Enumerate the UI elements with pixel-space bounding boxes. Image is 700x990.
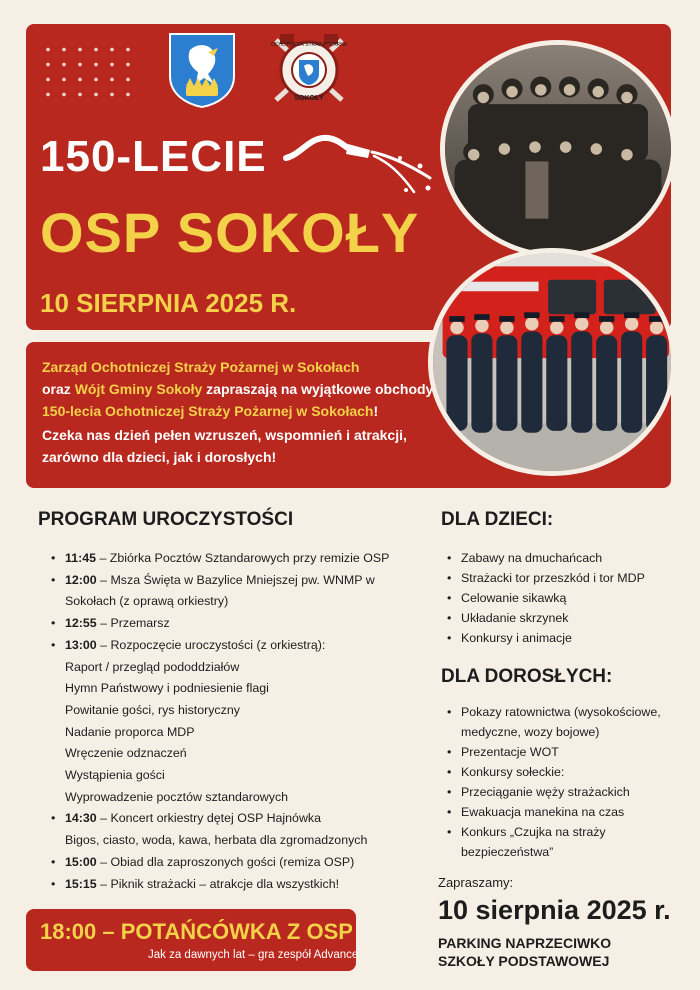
invitation-text-a: oraz: [42, 381, 75, 397]
program-heading: PROGRAM UROCZYSTOŚCI: [38, 509, 294, 530]
adults-item: • Przeciąganie węży strażackich: [446, 782, 676, 802]
dot-pattern-decoration: [40, 42, 140, 102]
invitation-mayor: Wójt Gminy Sokoły: [74, 381, 203, 397]
program-item: Nadanie proporca MDP: [65, 724, 195, 739]
invite-label: Zapraszamy:: [438, 875, 514, 890]
program-item: Bigos, ciasto, woda, kawa, herbata dla zgromadzonych: [65, 833, 368, 848]
title-osp-sokoly: OSP SOKOŁY: [40, 201, 420, 264]
adults-item: • Konkursy sołeckie:: [446, 762, 676, 782]
program-item: • 14:30 – Koncert orkiestry dętej OSP Hajnówka: [50, 808, 400, 830]
invitation-tagline: Czeka nas dzień pełen wzruszeń, wspomnień i atrakcji, zarówno dla dzieci, jak i dorosłych!: [42, 427, 407, 465]
kids-list: [446, 548, 676, 648]
adults-item: • Konkurs „Czujka na straży: [446, 822, 676, 842]
adults-heading: DLA DOROSŁYCH:: [441, 666, 613, 687]
emblem-bottom-text: SOKOŁY: [294, 95, 324, 102]
program-item: • 12:55 – Przemarsz: [50, 613, 400, 635]
adults-item: • Ewakuacja manekina na czas: [446, 802, 676, 822]
program-item: • 15:00 – Obiad dla zaproszonych gości (remiza OSP): [50, 852, 400, 874]
invitation-exclaim: !: [373, 403, 379, 419]
program-item: Wystąpienia gości: [65, 768, 165, 783]
fire-brigade-emblem-icon: [266, 30, 352, 108]
kids-item: • Układanie skrzynek: [446, 608, 676, 628]
historical-photo: [440, 40, 676, 258]
fire-brigade-group-photo: [428, 248, 676, 476]
program-list: [50, 548, 400, 895]
invitation-text: [42, 356, 447, 422]
emblem-top-text: OCHOTNICZA STRAŻ POŻARNA: [270, 42, 348, 48]
program-item: Raport / przegląd pododdziałów: [65, 659, 240, 674]
location-line-2: SZKOŁY PODSTAWOWEJ: [438, 953, 610, 969]
kids-item: • Konkursy i animacje: [446, 628, 676, 648]
adults-item: medyczne, wozy bojowe): [461, 725, 600, 739]
program-item: Hymn Państwowy i podniesienie flagi: [65, 681, 269, 696]
footer-date: 10 sierpnia 2025 r.: [438, 895, 671, 925]
adults-list: [446, 702, 676, 862]
program-item: • 11:45 – Zbiórka Pocztów Sztandarowych przy remizie OSP: [50, 548, 400, 570]
dance-party-title: 18:00 – POTAŃCÓWKA Z OSP: [40, 919, 353, 944]
invitation-text-b: zapraszają na wyjątkowe obchody: [202, 381, 434, 397]
adults-item: • Prezentacje WOT: [446, 742, 676, 762]
program-item: • 12:00 – Msza Święta w Bazylice Mniejszej pw. WNMP w: [50, 570, 400, 592]
adults-item: • Pokazy ratownictwa (wysokościowe,: [446, 702, 676, 722]
kids-item: • Strażacki tor przeszkód i tor MDP: [446, 568, 676, 588]
program-item: Wyprowadzenie pocztów sztandarowych: [65, 789, 289, 804]
dance-party-box: [26, 909, 359, 971]
kids-item: • Celowanie sikawką: [446, 588, 676, 608]
fire-hose-icon: [282, 128, 434, 198]
adults-item: bezpieczeństwa”: [461, 845, 554, 859]
program-item: Powitanie gości, rys historyczny: [65, 702, 240, 717]
program-item: • 15:15 – Piknik strażacki – atrakcje dla wszystkich!: [50, 874, 400, 896]
dance-party-subtitle: Jak za dawnych lat – gra zespół Advance: [148, 949, 359, 961]
title-anniversary: 150-LECIE: [40, 132, 267, 181]
program-item: Wręczenie odznaczeń: [65, 746, 187, 761]
program-item: Sokołach (z oprawą orkiestry): [65, 594, 229, 609]
location-line-1: PARKING NAPRZECIWKO: [438, 935, 612, 951]
event-location: [438, 934, 611, 970]
event-date-banner: 10 SIERPNIA 2025 R.: [40, 288, 297, 318]
invitation-occasion: 150-lecia Ochotniczej Straży Pożarnej w Sokołach: [42, 403, 374, 419]
coat-of-arms-icon: [168, 32, 236, 108]
kids-item: • Zabawy na dmuchańcach: [446, 548, 676, 568]
kids-heading: DLA DZIECI:: [441, 509, 554, 530]
program-item: • 13:00 – Rozpoczęcie uroczystości (z orkiestrą):: [50, 635, 400, 657]
invitation-organizer: Zarząd Ochotniczej Straży Pożarnej w Sokołach: [42, 359, 360, 375]
